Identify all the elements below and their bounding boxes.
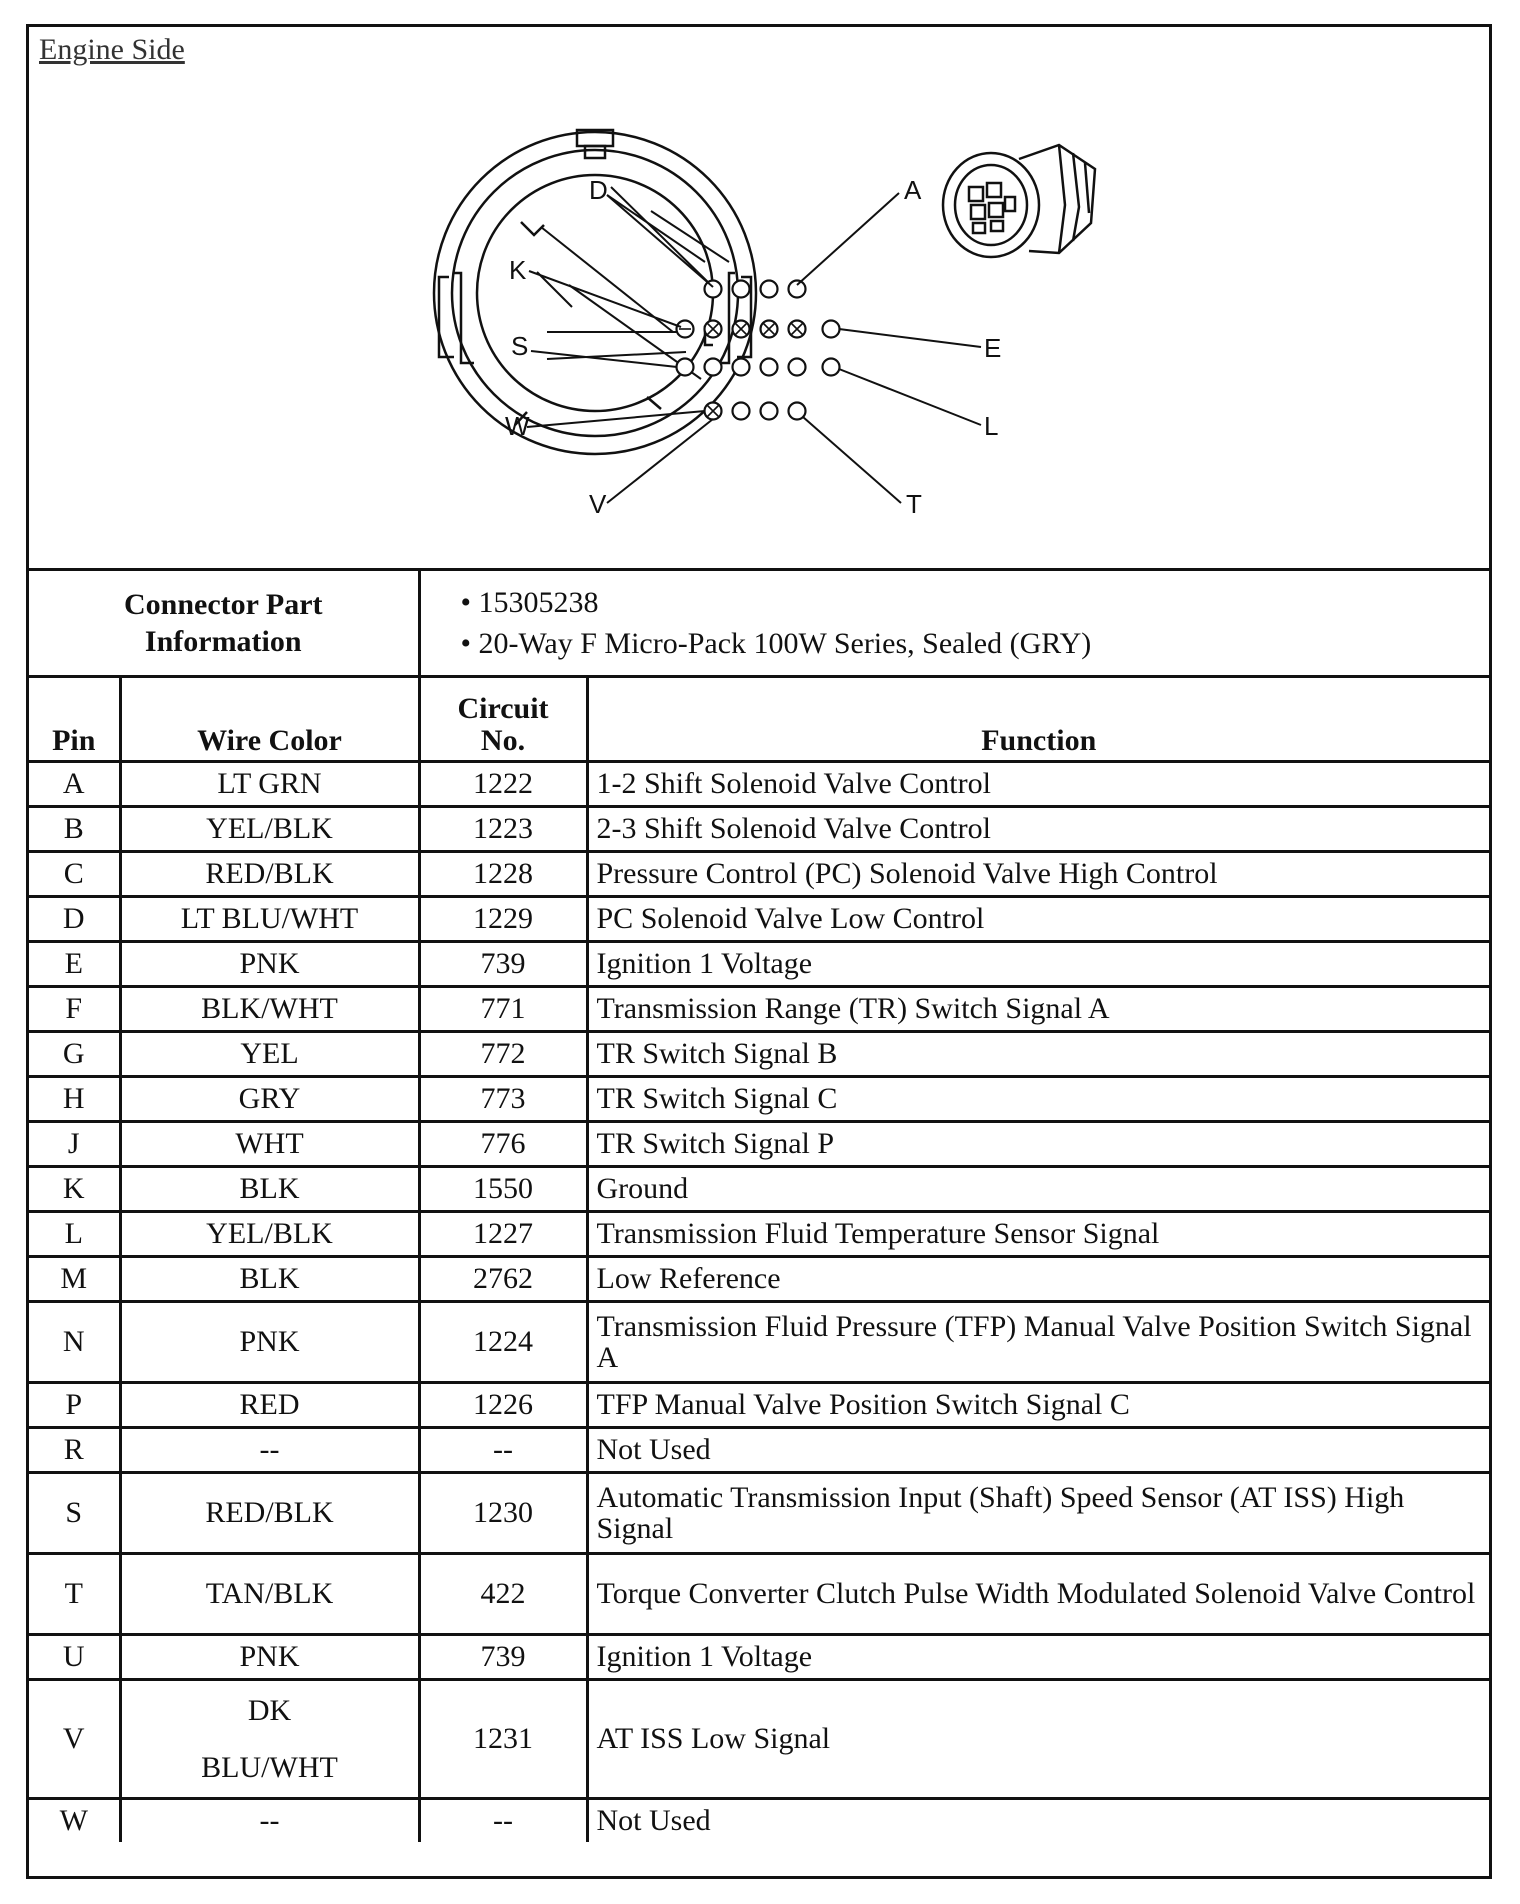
pin-label-a: A (904, 175, 922, 205)
function-cell: Torque Converter Clutch Pulse Width Modulated Solenoid Valve Control (587, 1554, 1489, 1635)
pin-cell: A (29, 762, 120, 807)
connector-face-diagram (29, 27, 1489, 568)
engine-side-label: Engine Side (39, 33, 185, 66)
pin-hole (761, 359, 778, 376)
pin-cell: U (29, 1635, 120, 1680)
wire-color-cell: BLK (120, 1167, 419, 1212)
wire-color-cell: -- (120, 1799, 419, 1843)
pin-hole (677, 359, 694, 376)
pin-cell: T (29, 1554, 120, 1635)
function-cell: Transmission Fluid Temperature Sensor Signal (587, 1212, 1489, 1257)
circuit-cell: 1229 (419, 897, 587, 942)
pin-label-w: W (505, 411, 530, 441)
circuit-cell: 771 (419, 987, 587, 1032)
wire-color-cell: -- (120, 1428, 419, 1473)
connector-thumbnail-icon (943, 145, 1095, 257)
table-row (29, 1473, 1489, 1554)
table-row (29, 1428, 1489, 1473)
table-row (29, 1257, 1489, 1302)
connector-info-row (29, 571, 1489, 677)
circuit-cell: 2762 (419, 1257, 587, 1302)
circuit-cell: 1230 (419, 1473, 587, 1554)
wire-color-cell: DK BLU/WHT (120, 1680, 419, 1799)
pin-hole (761, 403, 778, 420)
circuit-cell: 776 (419, 1122, 587, 1167)
pin-cell: D (29, 897, 120, 942)
pin-cell: P (29, 1383, 120, 1428)
wire-color-cell: LT GRN (120, 762, 419, 807)
pin-hole (733, 403, 750, 420)
circuit-cell: 772 (419, 1032, 587, 1077)
function-cell: 2-3 Shift Solenoid Valve Control (587, 807, 1489, 852)
function-cell: TR Switch Signal P (587, 1122, 1489, 1167)
table-row (29, 1680, 1489, 1799)
wire-color-cell: YEL (120, 1032, 419, 1077)
circuit-cell: 1228 (419, 852, 587, 897)
function-cell: Ignition 1 Voltage (587, 942, 1489, 987)
pin-label-t: T (906, 489, 922, 519)
connector-info-label: Connector Part Information (29, 571, 419, 677)
function-cell: 1-2 Shift Solenoid Valve Control (587, 762, 1489, 807)
pin-cell: W (29, 1799, 120, 1843)
table-row (29, 1167, 1489, 1212)
wire-color-cell: GRY (120, 1077, 419, 1122)
pin-hole (761, 281, 778, 298)
function-cell: Ignition 1 Voltage (587, 1635, 1489, 1680)
wire-color-cell: WHT (120, 1122, 419, 1167)
pin-hole (705, 359, 722, 376)
table-row (29, 852, 1489, 897)
wire-color-cell: PNK (120, 942, 419, 987)
function-column-header: Function (587, 677, 1489, 762)
wire-color-cell: RED/BLK (120, 1473, 419, 1554)
function-cell: Ground (587, 1167, 1489, 1212)
wire-color-cell: TAN/BLK (120, 1554, 419, 1635)
pin-cell: E (29, 942, 120, 987)
function-cell: AT ISS Low Signal (587, 1680, 1489, 1799)
wire-color-cell: YEL/BLK (120, 807, 419, 852)
table-row (29, 987, 1489, 1032)
function-cell: TR Switch Signal C (587, 1077, 1489, 1122)
table-row (29, 1799, 1489, 1843)
pin-label-v: V (589, 489, 607, 519)
circuit-cell: 1226 (419, 1383, 587, 1428)
function-cell: Pressure Control (PC) Solenoid Valve High Control (587, 852, 1489, 897)
table-row (29, 897, 1489, 942)
function-cell: PC Solenoid Valve Low Control (587, 897, 1489, 942)
pin-label-s: S (511, 331, 529, 361)
circuit-cell: -- (419, 1799, 587, 1843)
table-row (29, 1122, 1489, 1167)
wire-color-cell: RED/BLK (120, 852, 419, 897)
pin-cell: B (29, 807, 120, 852)
pin-cell: C (29, 852, 120, 897)
table-row (29, 807, 1489, 852)
circuit-cell: 1227 (419, 1212, 587, 1257)
pin-label-d: D (589, 175, 608, 205)
pin-hole (789, 359, 806, 376)
wire-color-cell: PNK (120, 1635, 419, 1680)
pin-cell: K (29, 1167, 120, 1212)
circuit-cell: 422 (419, 1554, 587, 1635)
connector-info-item: • 15305238 (460, 585, 599, 619)
function-cell: Transmission Fluid Pressure (TFP) Manual Valve Position Switch Signal A (587, 1302, 1489, 1383)
pin-cell: N (29, 1302, 120, 1383)
table-row (29, 1077, 1489, 1122)
pin-hole (733, 359, 750, 376)
pin-label-e: E (984, 333, 1002, 363)
circuit-cell: 1222 (419, 762, 587, 807)
pin-cell: M (29, 1257, 120, 1302)
pin-hole (823, 321, 840, 338)
connector-face (477, 175, 713, 411)
circuit-cell: 1231 (419, 1680, 587, 1799)
wire-color-cell: YEL/BLK (120, 1212, 419, 1257)
table-row (29, 1212, 1489, 1257)
pin-cell: H (29, 1077, 120, 1122)
function-cell: Transmission Range (TR) Switch Signal A (587, 987, 1489, 1032)
circuit-cell: 1223 (419, 807, 587, 852)
table-row (29, 1302, 1489, 1383)
pin-cell: F (29, 987, 120, 1032)
function-cell: TR Switch Signal B (587, 1032, 1489, 1077)
connector-info-item: • 20-Way F Micro-Pack 100W Series, Sealed (GRY) (460, 627, 1092, 660)
table-row (29, 762, 1489, 807)
wire-color-column-header: Wire Color (120, 677, 419, 762)
pin-label-k: K (509, 255, 527, 285)
table-row (29, 1554, 1489, 1635)
table-header-row (29, 677, 1489, 762)
circuit-cell: 773 (419, 1077, 587, 1122)
wire-color-cell: BLK (120, 1257, 419, 1302)
wire-color-cell: PNK (120, 1302, 419, 1383)
circuit-cell: 739 (419, 942, 587, 987)
connector-info-list (419, 571, 1489, 677)
pin-label-l: L (984, 411, 999, 441)
function-cell: Not Used (587, 1428, 1489, 1473)
table-row (29, 1383, 1489, 1428)
function-cell: Low Reference (587, 1257, 1489, 1302)
pin-hole (789, 403, 806, 420)
function-cell: TFP Manual Valve Position Switch Signal C (587, 1383, 1489, 1428)
connector-diagram-area (29, 27, 1489, 571)
pin-cell: S (29, 1473, 120, 1554)
wire-color-cell: RED (120, 1383, 419, 1428)
pin-cell: J (29, 1122, 120, 1167)
table-row (29, 942, 1489, 987)
pinout-rows (29, 762, 1489, 1843)
pin-hole (733, 281, 750, 298)
circuit-cell: -- (419, 1428, 587, 1473)
pinout-sheet (26, 24, 1492, 1879)
table-row (29, 1032, 1489, 1077)
wire-color-cell: LT BLU/WHT (120, 897, 419, 942)
pin-hole (823, 359, 840, 376)
function-cell: Automatic Transmission Input (Shaft) Speed Sensor (AT ISS) High Signal (587, 1473, 1489, 1554)
pin-cell: L (29, 1212, 120, 1257)
pin-cell: V (29, 1680, 120, 1799)
pinout-table (29, 571, 1489, 1842)
function-cell: Not Used (587, 1799, 1489, 1843)
circuit-cell: 1550 (419, 1167, 587, 1212)
pin-cell: R (29, 1428, 120, 1473)
table-row (29, 1635, 1489, 1680)
circuit-column-header: Circuit No. (419, 677, 587, 762)
pin-hole (789, 281, 806, 298)
pin-cell: G (29, 1032, 120, 1077)
pin-column-header: Pin (29, 677, 120, 762)
wire-color-cell: BLK/WHT (120, 987, 419, 1032)
circuit-cell: 739 (419, 1635, 587, 1680)
circuit-cell: 1224 (419, 1302, 587, 1383)
